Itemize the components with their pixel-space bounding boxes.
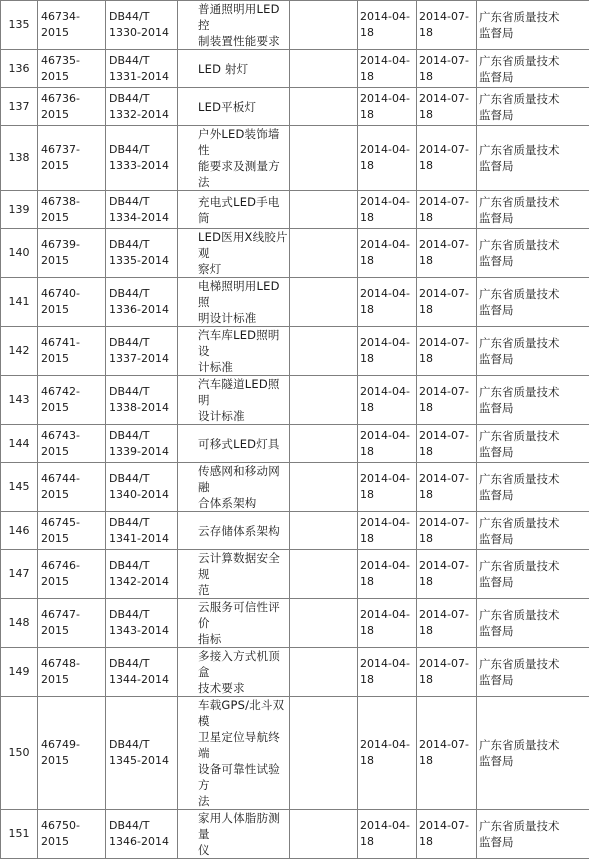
table-row	[1, 376, 589, 425]
sequence-code: 46737- 2015	[38, 126, 106, 191]
empty-cell	[290, 1, 358, 50]
table-row	[1, 278, 589, 327]
sequence-code: 46734- 2015	[38, 1, 106, 50]
table-row	[1, 327, 589, 376]
issue-date: 2014-04- 18	[358, 697, 417, 810]
empty-cell	[290, 376, 358, 425]
issuing-authority: 广东省质量技术 监督局	[477, 425, 589, 463]
sequence-code: 46745- 2015	[38, 512, 106, 550]
standard-number: DB44/T 1335-2014	[106, 229, 178, 278]
standard-number: DB44/T 1336-2014	[106, 278, 178, 327]
row-number: 135	[1, 1, 38, 50]
implementation-date: 2014-07- 18	[417, 50, 477, 88]
row-number: 142	[1, 327, 38, 376]
empty-cell	[290, 697, 358, 810]
table-row	[1, 550, 589, 599]
row-number: 146	[1, 512, 38, 550]
empty-cell	[290, 550, 358, 599]
standard-title: LED平板灯	[178, 88, 290, 126]
issuing-authority: 广东省质量技术 监督局	[477, 1, 589, 50]
sequence-code: 46747- 2015	[38, 599, 106, 648]
standard-number: DB44/T 1331-2014	[106, 50, 178, 88]
table-row	[1, 599, 589, 648]
empty-cell	[290, 512, 358, 550]
implementation-date: 2014-07- 18	[417, 599, 477, 648]
issuing-authority: 广东省质量技术 监督局	[477, 550, 589, 599]
issue-date: 2014-04- 18	[358, 425, 417, 463]
empty-cell	[290, 278, 358, 327]
sequence-code: 46742- 2015	[38, 376, 106, 425]
issuing-authority: 广东省质量技术 监督局	[477, 50, 589, 88]
standard-number: DB44/T 1337-2014	[106, 327, 178, 376]
standard-number: DB44/T 1346-2014	[106, 810, 178, 859]
standard-title: LED 射灯	[178, 50, 290, 88]
issue-date: 2014-04- 18	[358, 50, 417, 88]
issuing-authority: 广东省质量技术 监督局	[477, 599, 589, 648]
implementation-date: 2014-07- 18	[417, 810, 477, 859]
implementation-date: 2014-07- 18	[417, 648, 477, 697]
issue-date: 2014-04- 18	[358, 599, 417, 648]
standard-number: DB44/T 1341-2014	[106, 512, 178, 550]
standard-number: DB44/T 1342-2014	[106, 550, 178, 599]
empty-cell	[290, 425, 358, 463]
issue-date: 2014-04- 18	[358, 810, 417, 859]
standard-number: DB44/T 1345-2014	[106, 697, 178, 810]
standard-title: 可移式LED灯具	[178, 425, 290, 463]
standard-number: DB44/T 1334-2014	[106, 191, 178, 229]
standard-title: 充电式LED手电筒	[178, 191, 290, 229]
row-number: 140	[1, 229, 38, 278]
empty-cell	[290, 50, 358, 88]
issue-date: 2014-04- 18	[358, 550, 417, 599]
issuing-authority: 广东省质量技术 监督局	[477, 229, 589, 278]
implementation-date: 2014-07- 18	[417, 88, 477, 126]
standard-title: 云存储体系架构	[178, 512, 290, 550]
implementation-date: 2014-07- 18	[417, 550, 477, 599]
implementation-date: 2014-07- 18	[417, 697, 477, 810]
sequence-code: 46740- 2015	[38, 278, 106, 327]
empty-cell	[290, 88, 358, 126]
row-number: 150	[1, 697, 38, 810]
row-number: 144	[1, 425, 38, 463]
standard-title: 汽车库LED照明设 计标准	[178, 327, 290, 376]
issuing-authority: 广东省质量技术 监督局	[477, 126, 589, 191]
issue-date: 2014-04- 18	[358, 229, 417, 278]
standard-title: 传感网和移动网融 合体系架构	[178, 463, 290, 512]
issuing-authority: 广东省质量技术 监督局	[477, 191, 589, 229]
table-row	[1, 229, 589, 278]
empty-cell	[290, 599, 358, 648]
standard-title: LED医用X线胶片观 察灯	[178, 229, 290, 278]
table-body	[1, 1, 589, 859]
issue-date: 2014-04- 18	[358, 278, 417, 327]
standard-number: DB44/T 1343-2014	[106, 599, 178, 648]
implementation-date: 2014-07- 18	[417, 463, 477, 512]
issue-date: 2014-04- 18	[358, 191, 417, 229]
implementation-date: 2014-07- 18	[417, 191, 477, 229]
row-number: 139	[1, 191, 38, 229]
implementation-date: 2014-07- 18	[417, 512, 477, 550]
table-row	[1, 648, 589, 697]
standard-number: DB44/T 1340-2014	[106, 463, 178, 512]
table-row	[1, 126, 589, 191]
standard-title: 电梯照明用LED照 明设计标准	[178, 278, 290, 327]
row-number: 143	[1, 376, 38, 425]
standard-title: 家用人体脂肪测量 仪	[178, 810, 290, 859]
table-row	[1, 88, 589, 126]
row-number: 137	[1, 88, 38, 126]
sequence-code: 46750- 2015	[38, 810, 106, 859]
issuing-authority: 广东省质量技术 监督局	[477, 88, 589, 126]
issuing-authority: 广东省质量技术 监督局	[477, 463, 589, 512]
row-number: 149	[1, 648, 38, 697]
row-number: 147	[1, 550, 38, 599]
issuing-authority: 广东省质量技术 监督局	[477, 376, 589, 425]
table-row	[1, 1, 589, 50]
row-number: 136	[1, 50, 38, 88]
table-row	[1, 463, 589, 512]
sequence-code: 46744- 2015	[38, 463, 106, 512]
standard-title: 普通照明用LED控 制装置性能要求	[178, 1, 290, 50]
issue-date: 2014-04- 18	[358, 126, 417, 191]
implementation-date: 2014-07- 18	[417, 1, 477, 50]
empty-cell	[290, 810, 358, 859]
standard-number: DB44/T 1333-2014	[106, 126, 178, 191]
table-row	[1, 810, 589, 859]
issue-date: 2014-04- 18	[358, 463, 417, 512]
table-row	[1, 50, 589, 88]
standard-title: 车载GPS/北斗双模 卫星定位导航终端 设备可靠性试验方 法	[178, 697, 290, 810]
issue-date: 2014-04- 18	[358, 376, 417, 425]
sequence-code: 46738- 2015	[38, 191, 106, 229]
implementation-date: 2014-07- 18	[417, 278, 477, 327]
issuing-authority: 广东省质量技术 监督局	[477, 697, 589, 810]
issue-date: 2014-04- 18	[358, 512, 417, 550]
sequence-code: 46739- 2015	[38, 229, 106, 278]
standard-number: DB44/T 1339-2014	[106, 425, 178, 463]
standard-number: DB44/T 1344-2014	[106, 648, 178, 697]
implementation-date: 2014-07- 18	[417, 327, 477, 376]
sequence-code: 46741- 2015	[38, 327, 106, 376]
row-number: 145	[1, 463, 38, 512]
implementation-date: 2014-07- 18	[417, 425, 477, 463]
empty-cell	[290, 648, 358, 697]
implementation-date: 2014-07- 18	[417, 376, 477, 425]
issuing-authority: 广东省质量技术 监督局	[477, 810, 589, 859]
table-row	[1, 697, 589, 810]
sequence-code: 46748- 2015	[38, 648, 106, 697]
table-row	[1, 191, 589, 229]
empty-cell	[290, 191, 358, 229]
sequence-code: 46735- 2015	[38, 50, 106, 88]
standard-number: DB44/T 1330-2014	[106, 1, 178, 50]
empty-cell	[290, 229, 358, 278]
issuing-authority: 广东省质量技术 监督局	[477, 512, 589, 550]
issuing-authority: 广东省质量技术 监督局	[477, 327, 589, 376]
row-number: 151	[1, 810, 38, 859]
implementation-date: 2014-07- 18	[417, 126, 477, 191]
issue-date: 2014-04- 18	[358, 327, 417, 376]
standard-title: 云计算数据安全规 范	[178, 550, 290, 599]
sequence-code: 46749- 2015	[38, 697, 106, 810]
empty-cell	[290, 327, 358, 376]
issue-date: 2014-04- 18	[358, 88, 417, 126]
sequence-code: 46743- 2015	[38, 425, 106, 463]
table-row	[1, 425, 589, 463]
standard-title: 户外LED装饰墙性 能要求及测量方法	[178, 126, 290, 191]
standard-number: DB44/T 1338-2014	[106, 376, 178, 425]
issuing-authority: 广东省质量技术 监督局	[477, 648, 589, 697]
empty-cell	[290, 126, 358, 191]
standard-title: 云服务可信性评价 指标	[178, 599, 290, 648]
issue-date: 2014-04- 18	[358, 1, 417, 50]
sequence-code: 46736- 2015	[38, 88, 106, 126]
sequence-code: 46746- 2015	[38, 550, 106, 599]
row-number: 141	[1, 278, 38, 327]
issuing-authority: 广东省质量技术 监督局	[477, 278, 589, 327]
implementation-date: 2014-07- 18	[417, 229, 477, 278]
standard-number: DB44/T 1332-2014	[106, 88, 178, 126]
standard-title: 多接入方式机顶盒 技术要求	[178, 648, 290, 697]
empty-cell	[290, 463, 358, 512]
standard-title: 汽车隧道LED照明 设计标准	[178, 376, 290, 425]
issue-date: 2014-04- 18	[358, 648, 417, 697]
row-number: 148	[1, 599, 38, 648]
table-row	[1, 512, 589, 550]
row-number: 138	[1, 126, 38, 191]
